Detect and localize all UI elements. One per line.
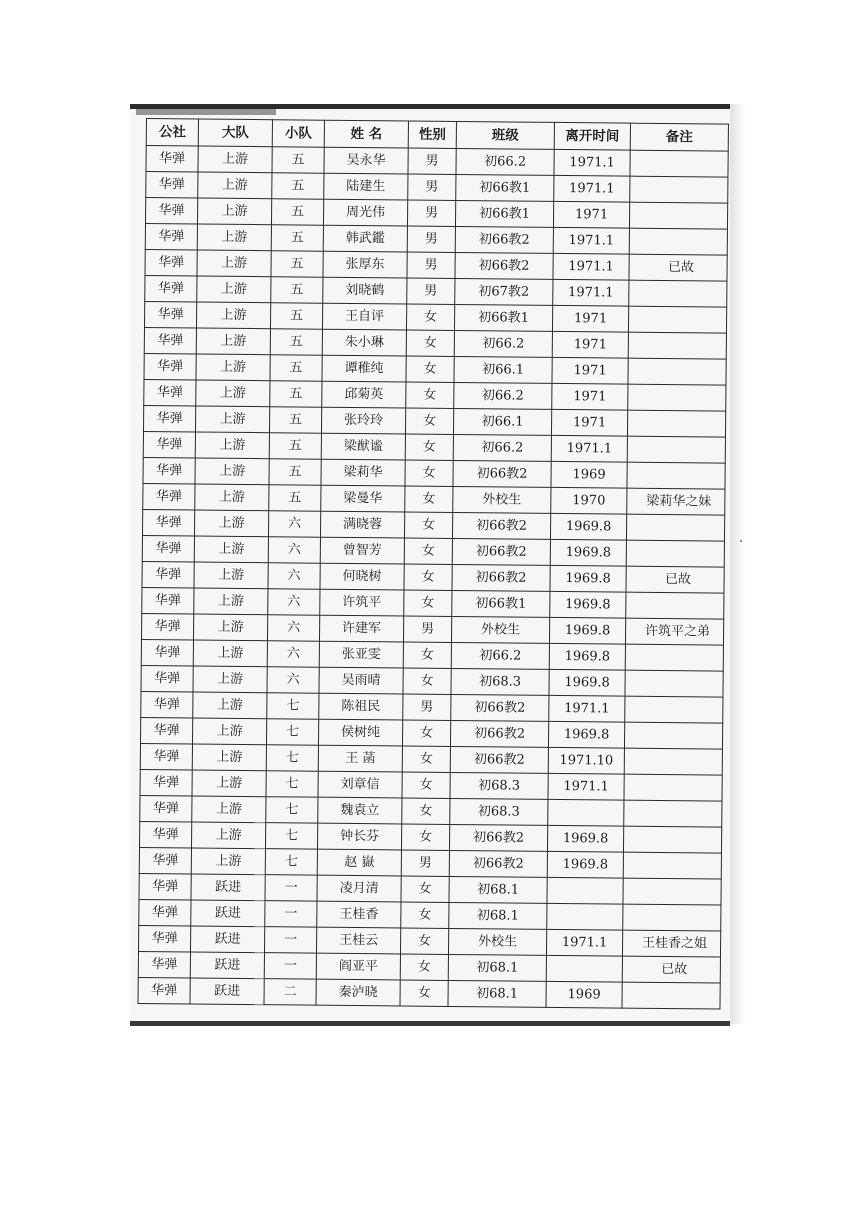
cell-class: 初66.1 (453, 408, 551, 435)
cell-remarks (624, 800, 722, 827)
header-leave-time: 离开时间 (554, 122, 630, 150)
cell-remarks (629, 228, 727, 255)
cell-gender: 女 (405, 486, 453, 512)
cell-commune: 华弹 (144, 327, 196, 353)
cell-class: 初66教1 (454, 304, 552, 331)
cell-gender: 男 (407, 278, 455, 304)
cell-remarks (629, 202, 727, 229)
cell-team: 一 (265, 901, 317, 927)
cell-remarks (628, 306, 726, 333)
cell-leave-time: 1969.8 (550, 513, 626, 540)
cell-brigade: 上游 (195, 432, 269, 459)
header-gender: 性别 (408, 121, 456, 148)
cell-remarks (626, 540, 724, 567)
cell-class: 初66教2 (449, 850, 547, 877)
cell-team: 五 (271, 251, 323, 277)
cell-gender: 女 (401, 824, 449, 850)
cell-leave-time: 1971.1 (549, 695, 625, 722)
header-remarks: 备注 (630, 123, 728, 151)
cell-gender: 女 (404, 564, 452, 590)
cell-leave-time: 1971.10 (548, 747, 624, 774)
cell-team: 五 (271, 199, 323, 225)
cell-remarks (625, 644, 723, 671)
cell-class: 初66.2 (456, 148, 554, 175)
cell-class: 初66教2 (455, 252, 553, 279)
cell-gender: 女 (402, 746, 450, 772)
cell-name: 许筑平 (320, 589, 404, 616)
cell-brigade: 上游 (194, 536, 268, 563)
cell-team: 五 (272, 147, 324, 173)
cell-gender: 女 (404, 512, 452, 538)
cell-leave-time: 1969.8 (549, 617, 625, 644)
cell-brigade: 上游 (194, 588, 268, 615)
cell-remarks: 已故 (629, 254, 727, 281)
cell-name: 梁曼华 (321, 485, 405, 512)
cell-brigade: 上游 (196, 380, 270, 407)
cell-commune: 华弹 (138, 925, 190, 951)
cell-name: 吴雨晴 (319, 667, 403, 694)
cell-name: 王 菡 (318, 745, 402, 772)
cell-class: 初66教1 (455, 200, 553, 227)
page-edge-shadow (730, 104, 746, 1024)
cell-brigade: 上游 (192, 770, 266, 797)
cell-remarks (624, 774, 722, 801)
cell-brigade: 上游 (195, 458, 269, 485)
cell-brigade: 上游 (195, 484, 269, 511)
header-commune: 公社 (146, 119, 198, 146)
cell-leave-time (546, 955, 622, 982)
cell-team: 六 (267, 641, 319, 667)
cell-name: 张亚雯 (319, 641, 403, 668)
cell-commune: 华弹 (142, 587, 194, 613)
cell-gender: 女 (406, 356, 454, 382)
cell-commune: 华弹 (142, 509, 194, 535)
cell-brigade: 上游 (194, 510, 268, 537)
cell-name: 刘晓鹤 (323, 277, 407, 304)
cell-team: 五 (270, 355, 322, 381)
cell-brigade: 上游 (192, 744, 266, 771)
cell-team: 二 (264, 979, 316, 1005)
roster-table (137, 118, 728, 1010)
cell-class: 初66.1 (454, 356, 552, 383)
cell-gender: 女 (400, 980, 448, 1006)
cell-brigade: 上游 (192, 718, 266, 745)
cell-commune: 华弹 (146, 146, 198, 172)
cell-brigade: 上游 (193, 640, 267, 667)
cell-leave-time (547, 877, 623, 904)
cell-leave-time: 1971.1 (548, 773, 624, 800)
cell-team: 七 (265, 823, 317, 849)
cell-class: 初66.2 (453, 434, 551, 461)
cell-remarks (630, 176, 728, 203)
cell-class: 初66教2 (452, 564, 550, 591)
cell-leave-time: 1971 (552, 305, 628, 332)
header-class: 班级 (456, 121, 554, 149)
cell-commune: 华弹 (143, 457, 195, 483)
cell-gender: 女 (405, 434, 453, 460)
cell-team: 七 (266, 797, 318, 823)
cell-class: 外校生 (448, 928, 546, 955)
scan-artifact (136, 109, 276, 115)
cell-team: 七 (265, 849, 317, 875)
cell-name: 梁莉华 (321, 459, 405, 486)
cell-name: 吴永华 (324, 147, 408, 174)
cell-gender: 女 (404, 538, 452, 564)
cell-class: 初66教2 (453, 460, 551, 487)
cell-team: 五 (269, 433, 321, 459)
cell-team: 六 (268, 589, 320, 615)
cell-brigade: 上游 (191, 848, 265, 875)
cell-brigade: 上游 (197, 198, 271, 225)
cell-brigade: 跃进 (190, 978, 264, 1005)
cell-name: 朱小琳 (322, 329, 406, 356)
header-brigade: 大队 (198, 119, 272, 147)
cell-leave-time: 1971 (552, 383, 628, 410)
cell-name: 韩武鑑 (323, 225, 407, 252)
cell-brigade: 上游 (197, 276, 271, 303)
cell-remarks (622, 982, 720, 1009)
cell-gender: 男 (403, 616, 451, 642)
cell-team: 六 (267, 615, 319, 641)
cell-name: 满晓蓉 (320, 511, 404, 538)
cell-gender: 女 (402, 798, 450, 824)
cell-team: 五 (271, 277, 323, 303)
cell-brigade: 上游 (196, 328, 270, 355)
cell-commune: 华弹 (141, 691, 193, 717)
cell-class: 初66教2 (455, 226, 553, 253)
cell-commune: 华弹 (139, 821, 191, 847)
cell-commune: 华弹 (139, 873, 191, 899)
cell-leave-time (547, 903, 623, 930)
cell-name: 刘章信 (318, 771, 402, 798)
cell-commune: 华弹 (144, 353, 196, 379)
cell-class: 初66教2 (450, 746, 548, 773)
cell-class: 外校生 (453, 486, 551, 513)
cell-gender: 男 (407, 252, 455, 278)
cell-team: 六 (267, 667, 319, 693)
cell-remarks: 王桂香之姐 (622, 930, 720, 957)
cell-name: 陈祖民 (319, 693, 403, 720)
cell-remarks (625, 670, 723, 697)
cell-commune: 华弹 (145, 223, 197, 249)
cell-brigade: 上游 (192, 796, 266, 823)
cell-remarks (627, 436, 725, 463)
cell-name: 陆建生 (324, 173, 408, 200)
cell-commune: 华弹 (140, 743, 192, 769)
cell-leave-time: 1971 (552, 357, 628, 384)
cell-brigade: 上游 (193, 666, 267, 693)
cell-class: 初66.2 (454, 382, 552, 409)
cell-name: 王桂云 (316, 927, 400, 954)
cell-team: 七 (266, 719, 318, 745)
cell-leave-time: 1971 (551, 409, 627, 436)
cell-leave-time: 1971.1 (554, 175, 630, 202)
cell-name: 阎亚平 (316, 953, 400, 980)
cell-class: 初67教2 (455, 278, 553, 305)
cell-brigade: 上游 (193, 614, 267, 641)
cell-leave-time: 1969 (551, 461, 627, 488)
cell-team: 一 (264, 953, 316, 979)
cell-name: 魏袁立 (318, 797, 402, 824)
cell-brigade: 上游 (191, 822, 265, 849)
cell-commune: 华弹 (143, 483, 195, 509)
cell-class: 初68.3 (450, 772, 548, 799)
cell-commune: 华弹 (143, 405, 195, 431)
cell-brigade: 跃进 (191, 900, 265, 927)
cell-class: 初66教1 (452, 590, 550, 617)
cell-class: 初66教2 (451, 694, 549, 721)
cell-brigade: 跃进 (190, 952, 264, 979)
cell-leave-time: 1971.1 (553, 227, 629, 254)
cell-brigade: 跃进 (190, 926, 264, 953)
cell-team: 五 (272, 173, 324, 199)
cell-leave-time: 1969.8 (550, 565, 626, 592)
cell-brigade: 上游 (197, 250, 271, 277)
cell-team: 一 (264, 927, 316, 953)
cell-gender: 女 (406, 304, 454, 330)
cell-remarks (623, 852, 721, 879)
cell-leave-time: 1969.8 (547, 825, 623, 852)
cell-gender: 女 (402, 772, 450, 798)
cell-leave-time: 1969.8 (549, 669, 625, 696)
cell-remarks (626, 514, 724, 541)
cell-gender: 女 (405, 460, 453, 486)
cell-gender: 女 (404, 590, 452, 616)
cell-gender: 男 (403, 694, 451, 720)
cell-leave-time: 1971.1 (546, 929, 622, 956)
cell-remarks (623, 904, 721, 931)
cell-gender: 男 (408, 148, 456, 174)
cell-name: 王桂香 (317, 901, 401, 928)
cell-leave-time: 1969 (546, 981, 622, 1008)
cell-team: 七 (266, 771, 318, 797)
cell-commune: 华弹 (144, 379, 196, 405)
cell-name: 侯树纯 (318, 719, 402, 746)
cell-class: 初68.1 (448, 954, 546, 981)
cell-name: 赵 嶽 (317, 849, 401, 876)
cell-remarks (623, 826, 721, 853)
cell-remarks (623, 878, 721, 905)
cell-gender: 女 (403, 642, 451, 668)
cell-name: 梁猷谧 (321, 433, 405, 460)
cell-name: 周光伟 (323, 199, 407, 226)
cell-commune: 华弹 (140, 717, 192, 743)
cell-name: 凌月清 (317, 875, 401, 902)
cell-commune: 华弹 (144, 301, 196, 327)
cell-gender: 女 (405, 408, 453, 434)
cell-gender: 男 (401, 850, 449, 876)
cell-remarks (628, 384, 726, 411)
cell-brigade: 上游 (198, 146, 272, 173)
cell-brigade: 跃进 (191, 874, 265, 901)
cell-commune: 华弹 (138, 977, 190, 1003)
cell-leave-time: 1971 (552, 331, 628, 358)
cell-commune: 华弹 (139, 847, 191, 873)
cell-class: 初66教1 (456, 174, 554, 201)
cell-remarks (629, 280, 727, 307)
cell-class: 初68.1 (449, 902, 547, 929)
cell-gender: 女 (400, 928, 448, 954)
cell-remarks (626, 592, 724, 619)
cell-brigade: 上游 (193, 692, 267, 719)
cell-team: 六 (268, 537, 320, 563)
cell-class: 初66教2 (452, 538, 550, 565)
cell-team: 五 (269, 459, 321, 485)
cell-commune: 华弹 (138, 951, 190, 977)
cell-leave-time: 1969.8 (549, 643, 625, 670)
cell-gender: 女 (402, 720, 450, 746)
table-body (138, 146, 728, 1010)
cell-gender: 男 (407, 226, 455, 252)
cell-remarks: 已故 (622, 956, 720, 983)
cell-gender: 女 (403, 668, 451, 694)
cell-class: 初68.3 (451, 668, 549, 695)
cell-leave-time: 1970 (551, 487, 627, 514)
cell-remarks (625, 696, 723, 723)
cell-brigade: 上游 (197, 224, 271, 251)
cell-class: 初68.1 (449, 876, 547, 903)
cell-leave-time (548, 799, 624, 826)
cell-team: 七 (266, 745, 318, 771)
cell-leave-time: 1971.1 (554, 149, 630, 176)
cell-remarks (627, 410, 725, 437)
cell-leave-time: 1971.1 (553, 279, 629, 306)
cell-remarks (624, 748, 722, 775)
cell-class: 初66教2 (452, 512, 550, 539)
cell-commune: 华弹 (145, 275, 197, 301)
cell-brigade: 上游 (194, 562, 268, 589)
cell-team: 六 (268, 563, 320, 589)
cell-remarks (627, 462, 725, 489)
cell-commune: 华弹 (139, 899, 191, 925)
cell-commune: 华弹 (145, 198, 197, 224)
cell-class: 初68.1 (448, 980, 546, 1007)
cell-gender: 女 (400, 954, 448, 980)
cell-team: 六 (268, 511, 320, 537)
cell-remarks: 许筑平之弟 (625, 618, 723, 645)
cell-class: 初66教2 (450, 720, 548, 747)
cell-commune: 华弹 (141, 613, 193, 639)
cell-gender: 女 (401, 902, 449, 928)
cell-remarks: 已故 (626, 566, 724, 593)
cell-commune: 华弹 (140, 795, 192, 821)
cell-class: 外校生 (451, 616, 549, 643)
cell-team: 五 (270, 381, 322, 407)
header-name: 姓 名 (324, 120, 408, 148)
cell-gender: 男 (408, 174, 456, 200)
cell-team: 五 (269, 485, 321, 511)
cell-gender: 女 (401, 876, 449, 902)
table-row (138, 977, 720, 1009)
cell-commune: 华弹 (141, 639, 193, 665)
cell-leave-time: 1971.1 (551, 435, 627, 462)
cell-remarks (628, 332, 726, 359)
cell-name: 曾智芳 (320, 537, 404, 564)
cell-gender: 女 (406, 382, 454, 408)
cell-commune: 华弹 (143, 431, 195, 457)
cell-leave-time: 1971.1 (553, 253, 629, 280)
cell-class: 初66.2 (454, 330, 552, 357)
cell-commune: 华弹 (140, 769, 192, 795)
cell-leave-time: 1969.8 (550, 539, 626, 566)
cell-class: 初68.3 (450, 798, 548, 825)
cell-name: 何晓树 (320, 563, 404, 590)
cell-commune: 华弹 (146, 172, 198, 198)
cell-leave-time: 1969.8 (547, 851, 623, 878)
cell-team: 五 (271, 225, 323, 251)
cell-commune: 华弹 (145, 249, 197, 275)
cell-leave-time: 1969.8 (548, 721, 624, 748)
cell-name: 邱菊英 (322, 381, 406, 408)
dust-speck (740, 540, 742, 542)
header-team: 小队 (272, 120, 324, 147)
cell-name: 谭稚纯 (322, 355, 406, 382)
cell-leave-time: 1969.8 (550, 591, 626, 618)
cell-gender: 男 (407, 200, 455, 226)
cell-commune: 华弹 (141, 665, 193, 691)
cell-team: 七 (267, 693, 319, 719)
cell-remarks (624, 722, 722, 749)
cell-class: 初66教2 (449, 824, 547, 851)
cell-leave-time: 1971 (553, 201, 629, 228)
cell-name: 秦泸晓 (316, 979, 400, 1006)
cell-team: 五 (269, 407, 321, 433)
cell-name: 张厚东 (323, 251, 407, 278)
cell-remarks (628, 358, 726, 385)
cell-gender: 女 (406, 330, 454, 356)
cell-commune: 华弹 (142, 561, 194, 587)
cell-brigade: 上游 (196, 302, 270, 329)
cell-remarks: 梁莉华之妹 (627, 488, 725, 515)
cell-class: 初66.2 (451, 642, 549, 669)
cell-remarks (630, 150, 728, 177)
cell-name: 王自评 (322, 303, 406, 330)
cell-brigade: 上游 (196, 354, 270, 381)
cell-commune: 华弹 (142, 535, 194, 561)
cell-name: 钟长芬 (317, 823, 401, 850)
cell-team: 一 (265, 875, 317, 901)
cell-name: 许建军 (319, 615, 403, 642)
cell-team: 五 (270, 329, 322, 355)
cell-brigade: 上游 (198, 172, 272, 199)
cell-name: 张玲玲 (321, 407, 405, 434)
cell-team: 五 (270, 303, 322, 329)
cell-brigade: 上游 (195, 406, 269, 433)
